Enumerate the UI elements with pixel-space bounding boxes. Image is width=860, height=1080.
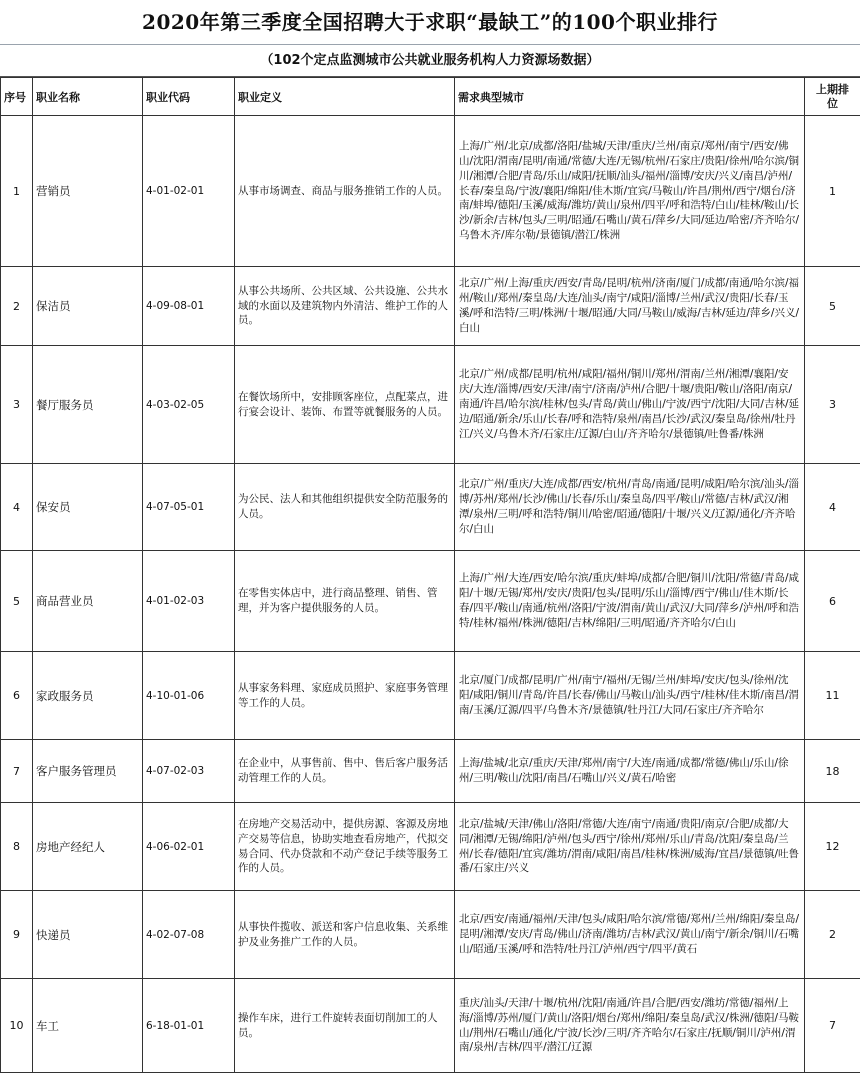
row-definition: 从事市场调查、商品与服务推销工作的人员。 bbox=[235, 116, 455, 267]
row-occupation-name: 车工 bbox=[33, 979, 143, 1073]
row-cities: 北京/广州/成都/昆明/杭州/咸阳/福州/铜川/郑州/渭南/兰州/湘潭/襄阳/安庆/大连/淄博/西安/天津/南宁/济南/泸州/合肥/十堰/贵阳/鞍山/洛阳/南京/南通/许昌/哈尔滨/桂林/包头/青岛/黄山/佛山/宁波/西宁/沈阳/大同/吉林/延边/昭通/新余/乐山/长春/呼和浩特/泉州/南昌/长沙/武汉/秦皇岛/徐州/牡丹江/兴义/乌鲁木齐/石家庄/辽源/白山/齐齐哈尔/景德镇/吐鲁番/株洲 bbox=[455, 346, 805, 464]
table-row bbox=[1, 652, 860, 740]
row-occupation-code: 6-18-01-01 bbox=[143, 979, 235, 1073]
row-index: 8 bbox=[1, 803, 33, 891]
row-index: 3 bbox=[1, 346, 33, 464]
row-cities: 上海/盐城/北京/重庆/天津/郑州/南宁/大连/南通/成都/常德/佛山/乐山/徐州/三明/鞍山/沈阳/南昌/石嘴山/兴义/黄石/哈密 bbox=[455, 740, 805, 803]
row-cities: 北京/西安/南通/福州/天津/包头/咸阳/哈尔滨/常德/郑州/兰州/绵阳/秦皇岛/昆明/湘潭/安庆/青岛/佛山/济南/潍坊/吉林/武汉/黄山/南宁/新余/铜川/石嘴山/昭通/玉溪/呼和浩特/牡丹江/泸州/西宁/四平/黄石 bbox=[455, 891, 805, 979]
table-row bbox=[1, 891, 860, 979]
row-cities: 北京/盐城/天津/佛山/洛阳/常德/大连/南宁/南通/贵阳/南京/合肥/成都/大同/湘潭/无锡/绵阳/泸州/包头/西宁/徐州/郑州/乐山/青岛/沈阳/秦皇岛/兰州/长春/德阳/宜宾/潍坊/渭南/咸阳/南昌/桂林/株洲/威海/宜昌/景德镇/吐鲁番/石家庄/兴义 bbox=[455, 803, 805, 891]
table-row bbox=[1, 346, 860, 464]
header-name: 职业名称 bbox=[33, 78, 143, 116]
row-definition: 在房地产交易活动中，提供房源、客源及房地产交易等信息，协助实地查看房地产，代拟交易合同、代办贷款和不动产登记手续等服务工作的人员。 bbox=[235, 803, 455, 891]
row-index: 6 bbox=[1, 652, 33, 740]
row-definition: 在零售实体店中，进行商品整理、销售、管理，并为客户提供服务的人员。 bbox=[235, 551, 455, 652]
row-occupation-name: 餐厅服务员 bbox=[33, 346, 143, 464]
row-definition: 从事快件揽收、派送和客户信息收集、关系维护及业务推广工作的人员。 bbox=[235, 891, 455, 979]
row-occupation-code: 4-01-02-03 bbox=[143, 551, 235, 652]
row-index: 7 bbox=[1, 740, 33, 803]
row-prev-rank: 5 bbox=[805, 267, 860, 346]
header-definition: 职业定义 bbox=[235, 78, 455, 116]
row-cities: 上海/广州/北京/成都/洛阳/盐城/天津/重庆/兰州/南京/郑州/南宁/西安/佛山/沈阳/渭南/昆明/南通/常德/大连/无锡/杭州/石家庄/贵阳/徐州/哈尔滨/铜川/湘潭/合肥/青岛/乐山/咸阳/抚顺/汕头/福州/淄博/安庆/兴义/南昌/泸州/长春/秦皇岛/宁波/襄阳/绵阳/佳木斯/宜宾/马鞍山/许昌/荆州/西宁/烟台/济南/蚌埠/德阳/玉溪/威海/潍坊/黄山/泉州/四平/呼和浩特/白山/桂林/鞍山/长沙/新余/吉林/包头/三明/昭通/石嘴山/黄石/萍乡/大同/延边/哈密/齐齐哈尔/乌鲁木齐/库尔勒/景德镇/潜江/株洲 bbox=[455, 116, 805, 267]
table-header-row bbox=[1, 78, 860, 116]
row-cities: 北京/广州/上海/重庆/西安/青岛/昆明/杭州/济南/厦门/成都/南通/哈尔滨/福州/鞍山/郑州/秦皇岛/大连/汕头/南宁/咸阳/淄博/兰州/武汉/贵阳/长春/玉溪/呼和浩特/三明/株洲/十堰/昭通/大同/马鞍山/威海/吉林/延边/萍乡/兴义/白山 bbox=[455, 267, 805, 346]
row-occupation-name: 快递员 bbox=[33, 891, 143, 979]
table-row bbox=[1, 551, 860, 652]
header-prev-rank: 上期排位 bbox=[805, 78, 860, 116]
row-prev-rank: 18 bbox=[805, 740, 860, 803]
row-definition: 从事公共场所、公共区域、公共设施、公共水域的水面以及建筑物内外清洁、维护工作的人员。 bbox=[235, 267, 455, 346]
row-cities: 北京/广州/重庆/大连/成都/西安/杭州/青岛/南通/昆明/咸阳/哈尔滨/汕头/淄博/苏州/郑州/长沙/佛山/长春/乐山/秦皇岛/四平/鞍山/常德/吉林/武汉/湘潭/泉州/三明/呼和浩特/铜川/哈密/昭通/德阳/十堰/兴义/辽源/通化/齐齐哈尔/白山 bbox=[455, 464, 805, 551]
row-definition: 操作车床，进行工件旋转表面切削加工的人员。 bbox=[235, 979, 455, 1073]
row-occupation-code: 4-09-08-01 bbox=[143, 267, 235, 346]
header-code: 职业代码 bbox=[143, 78, 235, 116]
table-row bbox=[1, 267, 860, 346]
header-cities: 需求典型城市 bbox=[455, 78, 805, 116]
row-cities: 上海/广州/大连/西安/哈尔滨/重庆/蚌埠/成都/合肥/铜川/沈阳/常德/青岛/咸阳/十堰/无锡/郑州/安庆/贵阳/包头/昆明/乐山/淄博/西宁/佛山/佳木斯/长春/四平/鞍山/南通/杭州/洛阳/宁波/渭南/黄山/武汉/大同/萍乡/泸州/呼和浩特/桂林/福州/株洲/德阳/吉林/绵阳/三明/昭通/齐齐哈尔/白山 bbox=[455, 551, 805, 652]
row-occupation-code: 4-06-02-01 bbox=[143, 803, 235, 891]
row-occupation-name: 客户服务管理员 bbox=[33, 740, 143, 803]
row-occupation-code: 4-01-02-01 bbox=[143, 116, 235, 267]
page-title: 2020年第三季度全国招聘大于求职“最缺工”的100个职业排行 bbox=[0, 0, 860, 45]
row-occupation-code: 4-07-02-03 bbox=[143, 740, 235, 803]
row-prev-rank: 12 bbox=[805, 803, 860, 891]
row-definition: 在餐饮场所中，安排顾客座位，点配菜点，进行宴会设计、装饰、布置等就餐服务的人员。 bbox=[235, 346, 455, 464]
row-prev-rank: 6 bbox=[805, 551, 860, 652]
row-definition: 为公民、法人和其他组织提供安全防范服务的人员。 bbox=[235, 464, 455, 551]
row-cities: 重庆/汕头/天津/十堰/杭州/沈阳/南通/许昌/合肥/西安/潍坊/常德/福州/上海/淄博/苏州/厦门/黄山/洛阳/烟台/郑州/绵阳/秦皇岛/武汉/株洲/德阳/马鞍山/荆州/石嘴山/通化/宁波/长沙/三明/齐齐哈尔/石家庄/抚顺/铜川/泸州/渭南/泉州/吉林/四平/潜江/辽源 bbox=[455, 979, 805, 1073]
row-cities: 北京/厦门/成都/昆明/广州/南宁/福州/无锡/兰州/蚌埠/安庆/包头/徐州/沈阳/咸阳/铜川/青岛/许昌/长春/佛山/马鞍山/汕头/西宁/桂林/佳木斯/南昌/渭南/玉溪/辽源/四平/乌鲁木齐/景德镇/牡丹江/大同/石家庄/齐齐哈尔 bbox=[455, 652, 805, 740]
row-occupation-code: 4-03-02-05 bbox=[143, 346, 235, 464]
row-occupation-name: 房地产经纪人 bbox=[33, 803, 143, 891]
row-occupation-name: 营销员 bbox=[33, 116, 143, 267]
row-index: 4 bbox=[1, 464, 33, 551]
row-occupation-code: 4-07-05-01 bbox=[143, 464, 235, 551]
row-prev-rank: 7 bbox=[805, 979, 860, 1073]
row-prev-rank: 4 bbox=[805, 464, 860, 551]
row-definition: 在企业中，从事售前、售中、售后客户服务活动管理工作的人员。 bbox=[235, 740, 455, 803]
row-occupation-name: 商品营业员 bbox=[33, 551, 143, 652]
table-row bbox=[1, 740, 860, 803]
row-occupation-code: 4-02-07-08 bbox=[143, 891, 235, 979]
row-definition: 从事家务料理、家庭成员照护、家庭事务管理等工作的人员。 bbox=[235, 652, 455, 740]
row-prev-rank: 2 bbox=[805, 891, 860, 979]
row-index: 1 bbox=[1, 116, 33, 267]
row-index: 10 bbox=[1, 979, 33, 1073]
table-row bbox=[1, 116, 860, 267]
row-prev-rank: 11 bbox=[805, 652, 860, 740]
table-row bbox=[1, 979, 860, 1073]
occupation-table bbox=[0, 77, 860, 1073]
row-occupation-name: 保安员 bbox=[33, 464, 143, 551]
row-index: 2 bbox=[1, 267, 33, 346]
row-index: 5 bbox=[1, 551, 33, 652]
header-index: 序号 bbox=[1, 78, 33, 116]
row-occupation-name: 家政服务员 bbox=[33, 652, 143, 740]
page-subtitle: （102个定点监测城市公共就业服务机构人力资源场数据） bbox=[0, 45, 860, 77]
row-prev-rank: 3 bbox=[805, 346, 860, 464]
row-occupation-code: 4-10-01-06 bbox=[143, 652, 235, 740]
table-row bbox=[1, 803, 860, 891]
row-prev-rank: 1 bbox=[805, 116, 860, 267]
table-row bbox=[1, 464, 860, 551]
row-occupation-name: 保洁员 bbox=[33, 267, 143, 346]
row-index: 9 bbox=[1, 891, 33, 979]
